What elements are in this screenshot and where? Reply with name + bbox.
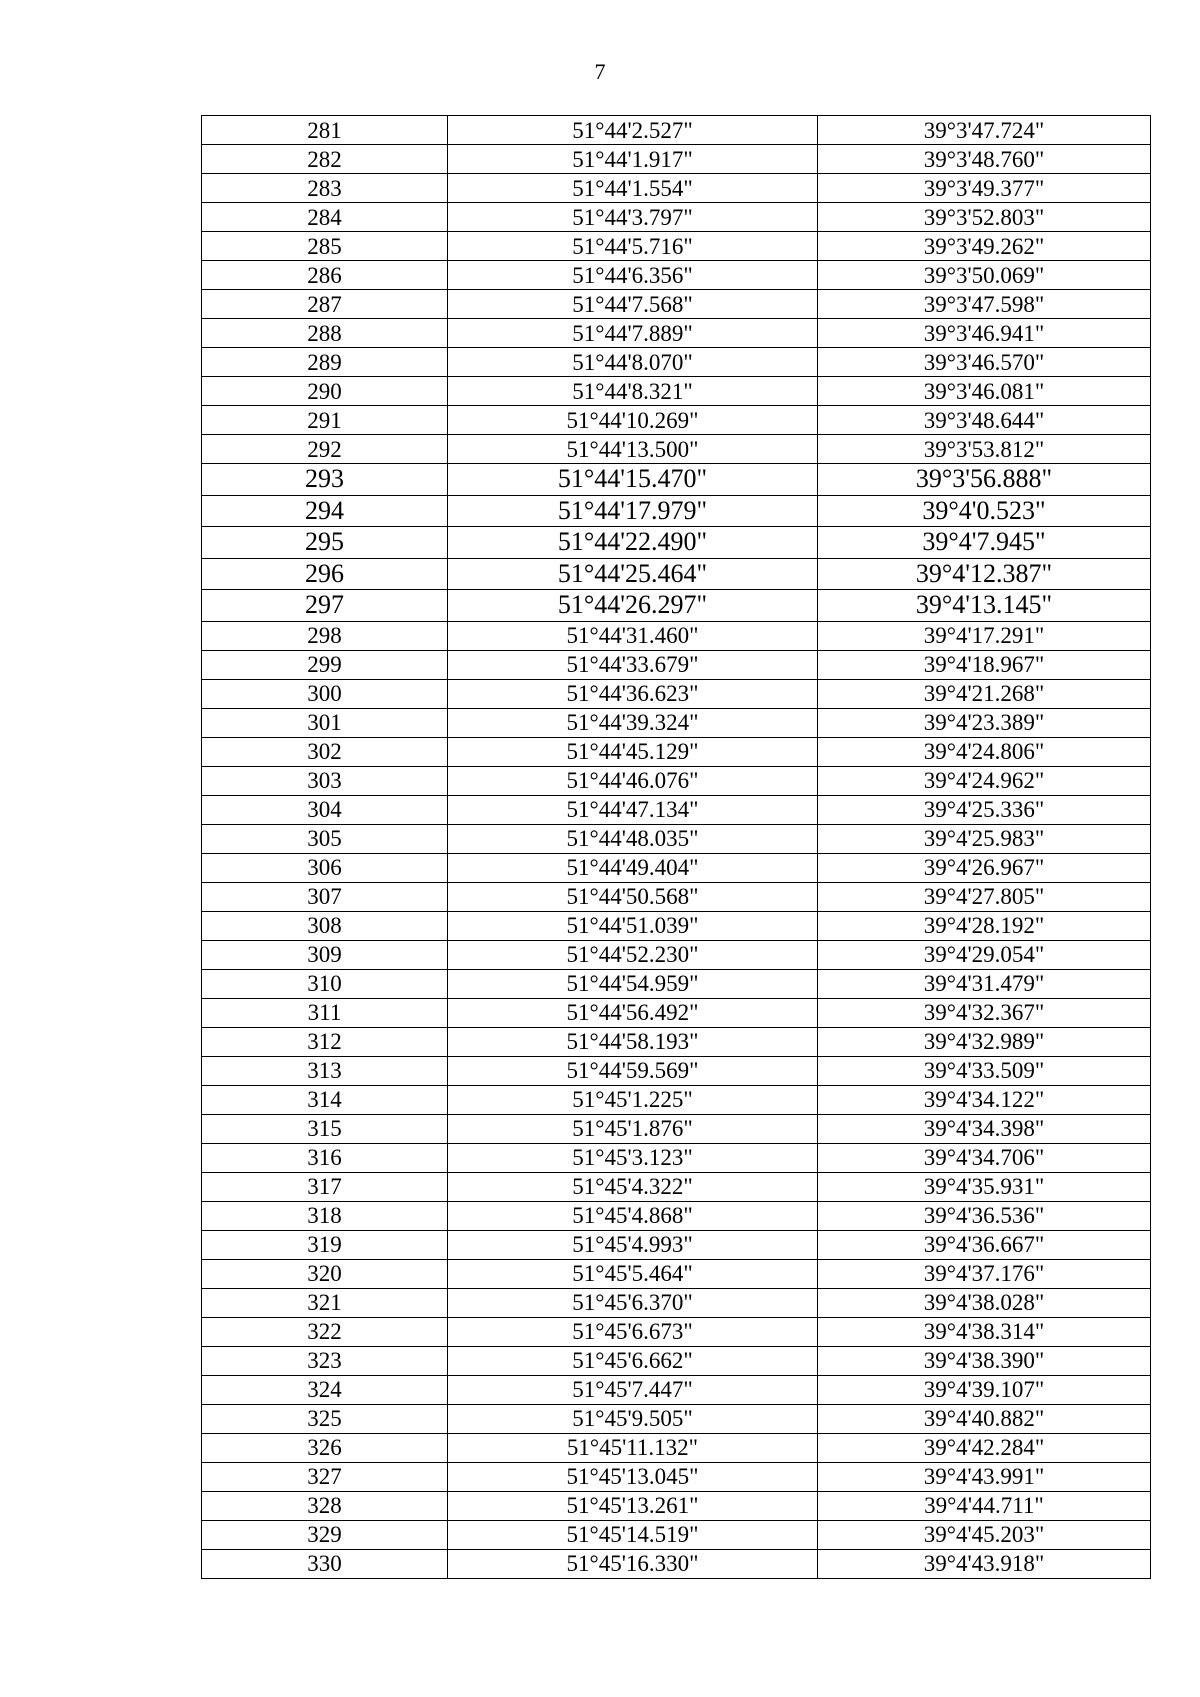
longitude-cell: 39°4'43.918" xyxy=(818,1549,1151,1578)
point-number-cell: 297 xyxy=(202,590,448,622)
latitude-cell: 51°44'50.568" xyxy=(448,882,818,911)
table-row xyxy=(202,116,1151,145)
table-row xyxy=(202,766,1151,795)
table-row xyxy=(202,319,1151,348)
point-number-cell: 325 xyxy=(202,1404,448,1433)
latitude-cell: 51°45'9.505" xyxy=(448,1404,818,1433)
table-row xyxy=(202,406,1151,435)
table-row xyxy=(202,911,1151,940)
point-number-cell: 300 xyxy=(202,679,448,708)
longitude-cell: 39°4'13.145" xyxy=(818,590,1151,622)
table-row xyxy=(202,174,1151,203)
point-number-cell: 321 xyxy=(202,1288,448,1317)
longitude-cell: 39°4'28.192" xyxy=(818,911,1151,940)
longitude-cell: 39°3'46.081" xyxy=(818,377,1151,406)
longitude-cell: 39°3'49.377" xyxy=(818,174,1151,203)
point-number-cell: 314 xyxy=(202,1085,448,1114)
point-number-cell: 322 xyxy=(202,1317,448,1346)
latitude-cell: 51°45'3.123" xyxy=(448,1143,818,1172)
table-row xyxy=(202,998,1151,1027)
latitude-cell: 51°44'31.460" xyxy=(448,621,818,650)
longitude-cell: 39°4'39.107" xyxy=(818,1375,1151,1404)
latitude-cell: 51°44'7.889" xyxy=(448,319,818,348)
latitude-cell: 51°45'4.868" xyxy=(448,1201,818,1230)
point-number-cell: 315 xyxy=(202,1114,448,1143)
table-row xyxy=(202,1317,1151,1346)
longitude-cell: 39°4'34.706" xyxy=(818,1143,1151,1172)
longitude-cell: 39°4'40.882" xyxy=(818,1404,1151,1433)
table-row xyxy=(202,1346,1151,1375)
point-number-cell: 288 xyxy=(202,319,448,348)
longitude-cell: 39°4'36.667" xyxy=(818,1230,1151,1259)
point-number-cell: 327 xyxy=(202,1462,448,1491)
point-number-cell: 299 xyxy=(202,650,448,679)
table-row xyxy=(202,824,1151,853)
point-number-cell: 320 xyxy=(202,1259,448,1288)
longitude-cell: 39°3'47.598" xyxy=(818,290,1151,319)
table-row xyxy=(202,558,1151,590)
point-number-cell: 305 xyxy=(202,824,448,853)
point-number-cell: 304 xyxy=(202,795,448,824)
longitude-cell: 39°4'32.367" xyxy=(818,998,1151,1027)
point-number-cell: 282 xyxy=(202,145,448,174)
coordinates-table-body xyxy=(202,116,1151,1579)
longitude-cell: 39°4'43.991" xyxy=(818,1462,1151,1491)
coordinates-table xyxy=(201,115,1151,1579)
latitude-cell: 51°44'45.129" xyxy=(448,737,818,766)
longitude-cell: 39°3'56.888" xyxy=(818,464,1151,496)
table-row xyxy=(202,261,1151,290)
point-number-cell: 302 xyxy=(202,737,448,766)
table-row xyxy=(202,621,1151,650)
point-number-cell: 323 xyxy=(202,1346,448,1375)
latitude-cell: 51°44'56.492" xyxy=(448,998,818,1027)
table-row xyxy=(202,145,1151,174)
longitude-cell: 39°4'25.336" xyxy=(818,795,1151,824)
table-row xyxy=(202,853,1151,882)
longitude-cell: 39°3'50.069" xyxy=(818,261,1151,290)
latitude-cell: 51°44'26.297" xyxy=(448,590,818,622)
table-row xyxy=(202,590,1151,622)
latitude-cell: 51°44'52.230" xyxy=(448,940,818,969)
latitude-cell: 51°44'1.554" xyxy=(448,174,818,203)
table-row xyxy=(202,377,1151,406)
point-number-cell: 329 xyxy=(202,1520,448,1549)
longitude-cell: 39°4'37.176" xyxy=(818,1259,1151,1288)
latitude-cell: 51°44'58.193" xyxy=(448,1027,818,1056)
longitude-cell: 39°4'35.931" xyxy=(818,1172,1151,1201)
table-row xyxy=(202,1056,1151,1085)
longitude-cell: 39°4'38.390" xyxy=(818,1346,1151,1375)
latitude-cell: 51°45'4.993" xyxy=(448,1230,818,1259)
longitude-cell: 39°3'48.644" xyxy=(818,406,1151,435)
point-number-cell: 311 xyxy=(202,998,448,1027)
longitude-cell: 39°4'34.398" xyxy=(818,1114,1151,1143)
point-number-cell: 293 xyxy=(202,464,448,496)
longitude-cell: 39°3'46.570" xyxy=(818,348,1151,377)
table-row xyxy=(202,1462,1151,1491)
point-number-cell: 310 xyxy=(202,969,448,998)
point-number-cell: 295 xyxy=(202,527,448,559)
point-number-cell: 316 xyxy=(202,1143,448,1172)
longitude-cell: 39°4'33.509" xyxy=(818,1056,1151,1085)
table-row xyxy=(202,435,1151,464)
point-number-cell: 330 xyxy=(202,1549,448,1578)
longitude-cell: 39°3'48.760" xyxy=(818,145,1151,174)
point-number-cell: 298 xyxy=(202,621,448,650)
table-row xyxy=(202,290,1151,319)
point-number-cell: 319 xyxy=(202,1230,448,1259)
point-number-cell: 286 xyxy=(202,261,448,290)
latitude-cell: 51°44'54.959" xyxy=(448,969,818,998)
latitude-cell: 51°44'25.464" xyxy=(448,558,818,590)
point-number-cell: 292 xyxy=(202,435,448,464)
point-number-cell: 324 xyxy=(202,1375,448,1404)
longitude-cell: 39°4'27.805" xyxy=(818,882,1151,911)
latitude-cell: 51°44'33.679" xyxy=(448,650,818,679)
table-row xyxy=(202,348,1151,377)
table-row xyxy=(202,464,1151,496)
longitude-cell: 39°4'29.054" xyxy=(818,940,1151,969)
table-row xyxy=(202,1520,1151,1549)
latitude-cell: 51°44'39.324" xyxy=(448,708,818,737)
table-row xyxy=(202,1114,1151,1143)
longitude-cell: 39°4'23.389" xyxy=(818,708,1151,737)
longitude-cell: 39°3'53.812" xyxy=(818,435,1151,464)
point-number-cell: 284 xyxy=(202,203,448,232)
latitude-cell: 51°44'17.979" xyxy=(448,495,818,527)
latitude-cell: 51°44'36.623" xyxy=(448,679,818,708)
table-row xyxy=(202,795,1151,824)
table-row xyxy=(202,1172,1151,1201)
latitude-cell: 51°45'13.045" xyxy=(448,1462,818,1491)
longitude-cell: 39°4'36.536" xyxy=(818,1201,1151,1230)
longitude-cell: 39°4'45.203" xyxy=(818,1520,1151,1549)
table-row xyxy=(202,679,1151,708)
latitude-cell: 51°45'4.322" xyxy=(448,1172,818,1201)
latitude-cell: 51°45'7.447" xyxy=(448,1375,818,1404)
latitude-cell: 51°44'6.356" xyxy=(448,261,818,290)
longitude-cell: 39°3'49.262" xyxy=(818,232,1151,261)
point-number-cell: 326 xyxy=(202,1433,448,1462)
longitude-cell: 39°4'44.711" xyxy=(818,1491,1151,1520)
table-row xyxy=(202,940,1151,969)
longitude-cell: 39°4'24.962" xyxy=(818,766,1151,795)
point-number-cell: 289 xyxy=(202,348,448,377)
table-row xyxy=(202,1375,1151,1404)
longitude-cell: 39°4'21.268" xyxy=(818,679,1151,708)
longitude-cell: 39°4'34.122" xyxy=(818,1085,1151,1114)
latitude-cell: 51°45'6.662" xyxy=(448,1346,818,1375)
latitude-cell: 51°44'8.321" xyxy=(448,377,818,406)
point-number-cell: 328 xyxy=(202,1491,448,1520)
table-row xyxy=(202,708,1151,737)
point-number-cell: 317 xyxy=(202,1172,448,1201)
table-row xyxy=(202,1027,1151,1056)
table-row xyxy=(202,495,1151,527)
point-number-cell: 303 xyxy=(202,766,448,795)
latitude-cell: 51°44'10.269" xyxy=(448,406,818,435)
latitude-cell: 51°45'6.673" xyxy=(448,1317,818,1346)
latitude-cell: 51°45'13.261" xyxy=(448,1491,818,1520)
point-number-cell: 308 xyxy=(202,911,448,940)
table-row xyxy=(202,1404,1151,1433)
latitude-cell: 51°45'1.876" xyxy=(448,1114,818,1143)
latitude-cell: 51°44'7.568" xyxy=(448,290,818,319)
latitude-cell: 51°45'5.464" xyxy=(448,1259,818,1288)
point-number-cell: 285 xyxy=(202,232,448,261)
longitude-cell: 39°4'17.291" xyxy=(818,621,1151,650)
latitude-cell: 51°44'59.569" xyxy=(448,1056,818,1085)
table-row xyxy=(202,1288,1151,1317)
table-row xyxy=(202,737,1151,766)
point-number-cell: 287 xyxy=(202,290,448,319)
longitude-cell: 39°4'38.314" xyxy=(818,1317,1151,1346)
point-number-cell: 291 xyxy=(202,406,448,435)
table-row xyxy=(202,1085,1151,1114)
point-number-cell: 309 xyxy=(202,940,448,969)
latitude-cell: 51°45'11.132" xyxy=(448,1433,818,1462)
table-row xyxy=(202,1491,1151,1520)
latitude-cell: 51°44'3.797" xyxy=(448,203,818,232)
table-row xyxy=(202,1259,1151,1288)
latitude-cell: 51°44'1.917" xyxy=(448,145,818,174)
page-number: 7 xyxy=(594,59,606,84)
point-number-cell: 290 xyxy=(202,377,448,406)
latitude-cell: 51°45'14.519" xyxy=(448,1520,818,1549)
point-number-cell: 281 xyxy=(202,116,448,145)
longitude-cell: 39°4'31.479" xyxy=(818,969,1151,998)
longitude-cell: 39°3'47.724" xyxy=(818,116,1151,145)
latitude-cell: 51°44'2.527" xyxy=(448,116,818,145)
point-number-cell: 301 xyxy=(202,708,448,737)
latitude-cell: 51°44'47.134" xyxy=(448,795,818,824)
longitude-cell: 39°4'12.387" xyxy=(818,558,1151,590)
longitude-cell: 39°4'25.983" xyxy=(818,824,1151,853)
latitude-cell: 51°45'1.225" xyxy=(448,1085,818,1114)
longitude-cell: 39°4'24.806" xyxy=(818,737,1151,766)
table-row xyxy=(202,527,1151,559)
longitude-cell: 39°4'0.523" xyxy=(818,495,1151,527)
table-row xyxy=(202,1143,1151,1172)
table-row xyxy=(202,1433,1151,1462)
table-row xyxy=(202,232,1151,261)
longitude-cell: 39°4'18.967" xyxy=(818,650,1151,679)
longitude-cell: 39°4'42.284" xyxy=(818,1433,1151,1462)
latitude-cell: 51°44'8.070" xyxy=(448,348,818,377)
table-row xyxy=(202,1230,1151,1259)
longitude-cell: 39°3'52.803" xyxy=(818,203,1151,232)
table-row xyxy=(202,1549,1151,1578)
latitude-cell: 51°44'13.500" xyxy=(448,435,818,464)
table-row xyxy=(202,1201,1151,1230)
latitude-cell: 51°44'49.404" xyxy=(448,853,818,882)
point-number-cell: 313 xyxy=(202,1056,448,1085)
table-row xyxy=(202,882,1151,911)
longitude-cell: 39°4'32.989" xyxy=(818,1027,1151,1056)
longitude-cell: 39°4'38.028" xyxy=(818,1288,1151,1317)
point-number-cell: 312 xyxy=(202,1027,448,1056)
point-number-cell: 318 xyxy=(202,1201,448,1230)
latitude-cell: 51°45'16.330" xyxy=(448,1549,818,1578)
longitude-cell: 39°4'26.967" xyxy=(818,853,1151,882)
latitude-cell: 51°44'22.490" xyxy=(448,527,818,559)
point-number-cell: 306 xyxy=(202,853,448,882)
table-row xyxy=(202,650,1151,679)
latitude-cell: 51°44'46.076" xyxy=(448,766,818,795)
point-number-cell: 283 xyxy=(202,174,448,203)
point-number-cell: 294 xyxy=(202,495,448,527)
table-row xyxy=(202,969,1151,998)
latitude-cell: 51°45'6.370" xyxy=(448,1288,818,1317)
table-row xyxy=(202,203,1151,232)
latitude-cell: 51°44'5.716" xyxy=(448,232,818,261)
latitude-cell: 51°44'15.470" xyxy=(448,464,818,496)
point-number-cell: 296 xyxy=(202,558,448,590)
longitude-cell: 39°4'7.945" xyxy=(818,527,1151,559)
point-number-cell: 307 xyxy=(202,882,448,911)
latitude-cell: 51°44'51.039" xyxy=(448,911,818,940)
latitude-cell: 51°44'48.035" xyxy=(448,824,818,853)
longitude-cell: 39°3'46.941" xyxy=(818,319,1151,348)
